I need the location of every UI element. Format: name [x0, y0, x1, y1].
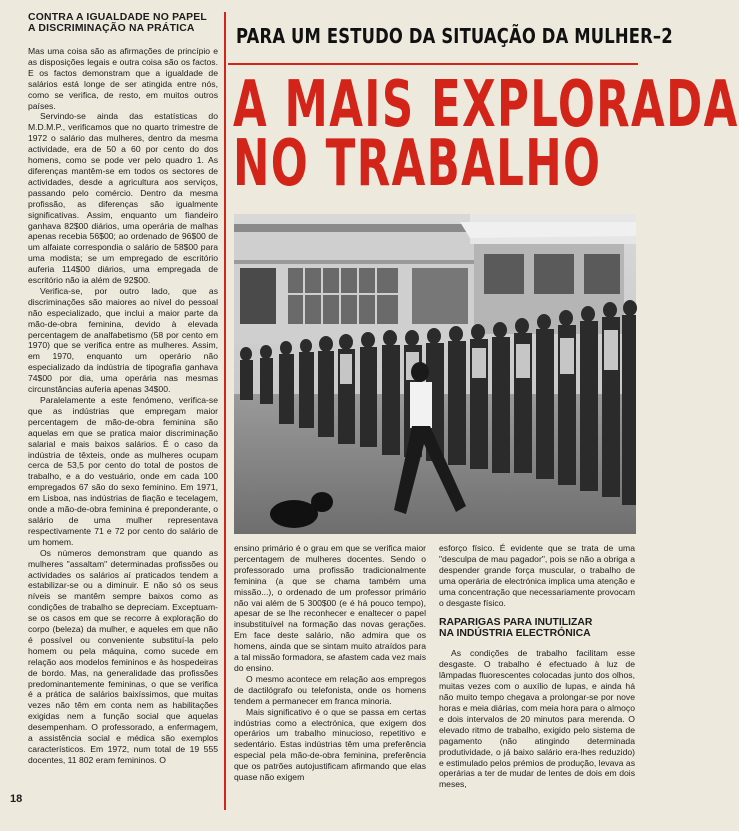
article-paragraph: Paralelamente a este fenómeno, verifica-se que as indústrias que empregam maior percentagem de mão-de-obra feminina são aquelas em que se pratica maior discriminação salarial e mais baixos salários. É o caso da indústria de têxteis, onde as mulheres ocupam cerca de 53,5 por cento do total de postos de trabalho, e a do vestuário, onde em cada 100 empregados 67 são do sexo feminino. Em 1971, em Lisboa, nas indústrias de fiação e tecelagem, onde a mão-de-obra feminina é preponderante, o salário de uma mulher representava respectivamente 71 e 72 por cento do salário de um homem. [28, 395, 218, 547]
article-paragraph: Os números demonstram que quando as mulheres "assaltam" determinadas profissões ou actividades os salários aí praticados tendem a estabilizar-se ou a diminuir. E não só os seus níveis se mantêm sempre baixos como as condições de trabalho se depreciam. Exceptuam-se os casos em que se recorre à exploração do corpo (beleza) da mulher, e aqueles em que não é possível ou conveniente substituí-la pelo homem ou pela máquina, como sucede em relação aos modelos femininos e às hospedeiras de bordo. Mas, na generalidade das profissões predominantemente femininas, o que se verifica é a prática de salários baixíssimos, que muitas vezes não têm em conta nem as habilitações exigidas nem a função social que aquelas desempenham. O professorado, a enfermagem, a assistência social e médica são exemplos característicos. Em 1972, num total de 19 555 docentes, 11 802 eram femininos. O [28, 547, 218, 765]
headline-line-2: NO TRABALHO [233, 127, 602, 201]
right-subhead-line-1: RAPARIGAS PARA INUTILIZAR [439, 617, 593, 629]
headline [233, 68, 739, 201]
left-subhead-line-2: A DISCRIMINAÇÃO NA PRÁTICA [28, 23, 195, 34]
article-paragraph: O mesmo acontece em relação aos empregos de dactilógrafo ou telefonista, onde os homens tendem a permanecer em franca minoria. [234, 673, 426, 706]
right-subhead-line-2: NA INDÚSTRIA ELECTRÓNICA [439, 628, 591, 640]
article-paragraph: Verifica-se, por outro lado, que as discriminações são maiores ao nível do pessoal não especializado, que inclui a maior parte da mão-de-obra feminina, devido à elevada percentagem de analfabetismo (58 por cento em 1970) que se verifica entre as mulheres. Assim, em 1970, enquanto um operário não especializado da indústria de tipografia ganhava 74$00 por dia, uma operária nas mesmas circunstâncias auferia apenas 34$00. [28, 285, 218, 395]
right-article-column [439, 543, 635, 790]
column-divider-rule [224, 12, 226, 810]
headline-line-1: A MAIS EXPLORADA [233, 68, 739, 142]
article-paragraph: esforço físico. É evidente que se trata de uma "desculpa de mau pagador", pois se não a obriga a despender grande força muscular, o trabalho de uma operária de electrónica implica uma atenção e uma concentração que necessariamente provocam o desgaste físico. [439, 543, 635, 608]
women-workers-photo [234, 214, 636, 534]
title-underline-rule [228, 63, 638, 65]
article-paragraph: Servindo-se ainda das estatísticas do M.D.M.P., verificamos que no quarto trimestre de 1972 o salário das mulheres, dentro da mesma actividade, era de 50 a 60 por cento do dos homens, como se pode ver pelo quadro 1. As diferenças mantêm-se em todos os sectores de actividades, desde a agricultura aos serviços, passando pelo comércio. Dentro da mesma profissão, as diferenças são igualmente significativas. Assim, enquanto um fiandeiro ganhava 82$00 diários, uma operária de malhas apenas recebia 56$00; ao ordenado de 96$00 de um alfaiate correspondia o salário de 58$00 para uma modista; se um empregado de escritório auferia 114$00 diários, uma empregada de escritório não ia além de 92$00. [28, 111, 218, 286]
middle-article-column [234, 543, 426, 783]
article-paragraph: Mas uma coisa são as afirmações de princípio e as disposições legais e outra coisa são os factos. E os factos demonstram que a igualdade de salários está longe de ser atingida entre nós, como se verifica, de resto, em muitos outros países. [28, 46, 218, 111]
page-number: 18 [10, 793, 23, 805]
article-paragraph: Mais significativo é o que se passa em certas indústrias como a electrónica, que exigem dos operários um trabalho minucioso, repetitivo e sedentário. Estas indústrias têm uma preferência especial pela mão-de-obra feminina, preferência que os patrões autojustificam afirmando que elas quase não exigem [234, 706, 426, 783]
article-paragraph: As condições de trabalho facilitam esse desgaste. O trabalho é efectuado à luz de lâmpadas fluorescentes colocadas junto dos olhos, muitas vezes com o auxílio de lupas, e ainda há não muito tempo chegava a prolongar-se por nove horas e meia diárias, com meia hora para o almoço e dois intervalos de 20 minutos para merenda. O elevado ritmo de trabalho, exigido pelo sistema de pagamento (não atingindo determinada produtividade, o já baixo salário era-lhes reduzido) e estimulado pelos prémios de produção, levava as operárias a ter de mudar de lentes de dois em dois meses, [439, 648, 635, 790]
right-subhead [439, 617, 635, 639]
left-article-column [28, 12, 218, 766]
series-title: PARA UM ESTUDO DA SITUAÇÃO DA MULHER–2 [236, 24, 673, 48]
left-subhead-line-1: CONTRA A IGUALDADE NO PAPEL [28, 12, 207, 23]
article-paragraph: ensino primário é o grau em que se verifica maior percentagem de mulheres docentes. Sendo o professorado uma profissão tradicionalmente feminina (a que se chama também uma missão...), o ordenado de um professor primário não vai além de 5 300$00 (e é há pouco tempo), apesar de se lhe reconhecer e enaltecer o papel insubstituível na formação das novas gerações. Em face deste salário, não admira que os homens, ainda que se sintam muito atraídos para a tal missão formadora, se afastem cada vez mais do ensino. [234, 543, 426, 673]
left-subhead [28, 12, 218, 34]
